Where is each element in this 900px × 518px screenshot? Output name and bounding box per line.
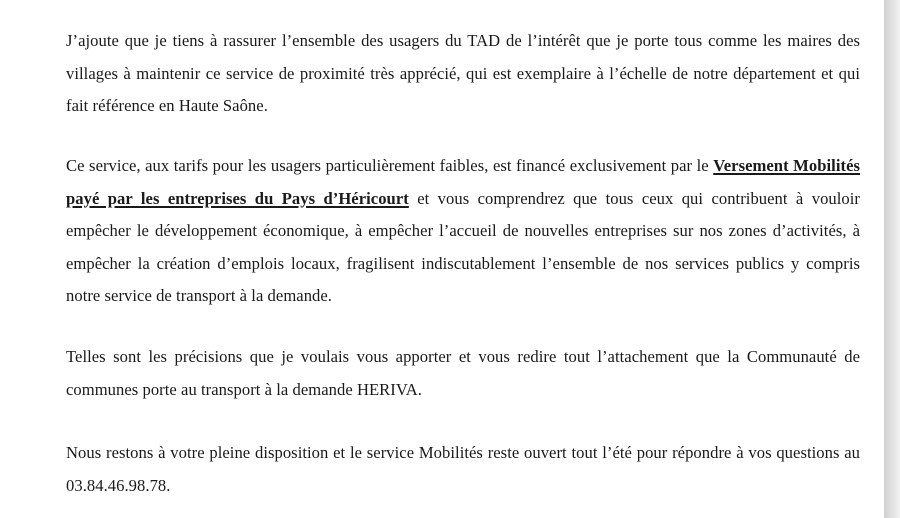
paragraph-attachment: Telles sont les précisions que je voulais vous apporter et vous redire tout l’attachement que la Communauté de communes porte au transport à la demande HERIVA. <box>66 347 860 399</box>
paragraph-contact: Nous restons à votre pleine disposition et le service Mobilités reste ouvert tout l’été pour répondre à vos questions au 03.84.46.98.78. <box>66 443 860 495</box>
paragraph-funding <box>66 150 860 313</box>
versement-mobilites-emphasis: Versement Mobilités payé par les entreprises du Pays d’Héricourt <box>66 156 860 208</box>
paragraph-reassurance: J’ajoute que je tiens à rassurer l’ensemble des usagers du TAD de l’intérêt que je porte tous comme les maires des villages à maintenir ce service de proximité très apprécié, qui est exemplaire à l’échelle de notre département et qui fait référence en Haute Saône. <box>66 31 860 115</box>
paragraph-funding-intro: Ce service, aux tarifs pour les usagers particulièrement faibles, est financé exclusivement par le <box>66 156 714 175</box>
page-edge-shadow <box>884 0 900 518</box>
paragraph-funding-rest: et vous comprendrez que tous ceux qui contribuent à vouloir empêcher le développement économique, à empêcher l’accueil de nouvelles entreprises sur nos zones d’activités, à empêcher la création d’emplois locaux, fragilisent indiscutablement l’ensemble de nos services publics y compris notre service de transport à la demande. <box>66 188 861 305</box>
